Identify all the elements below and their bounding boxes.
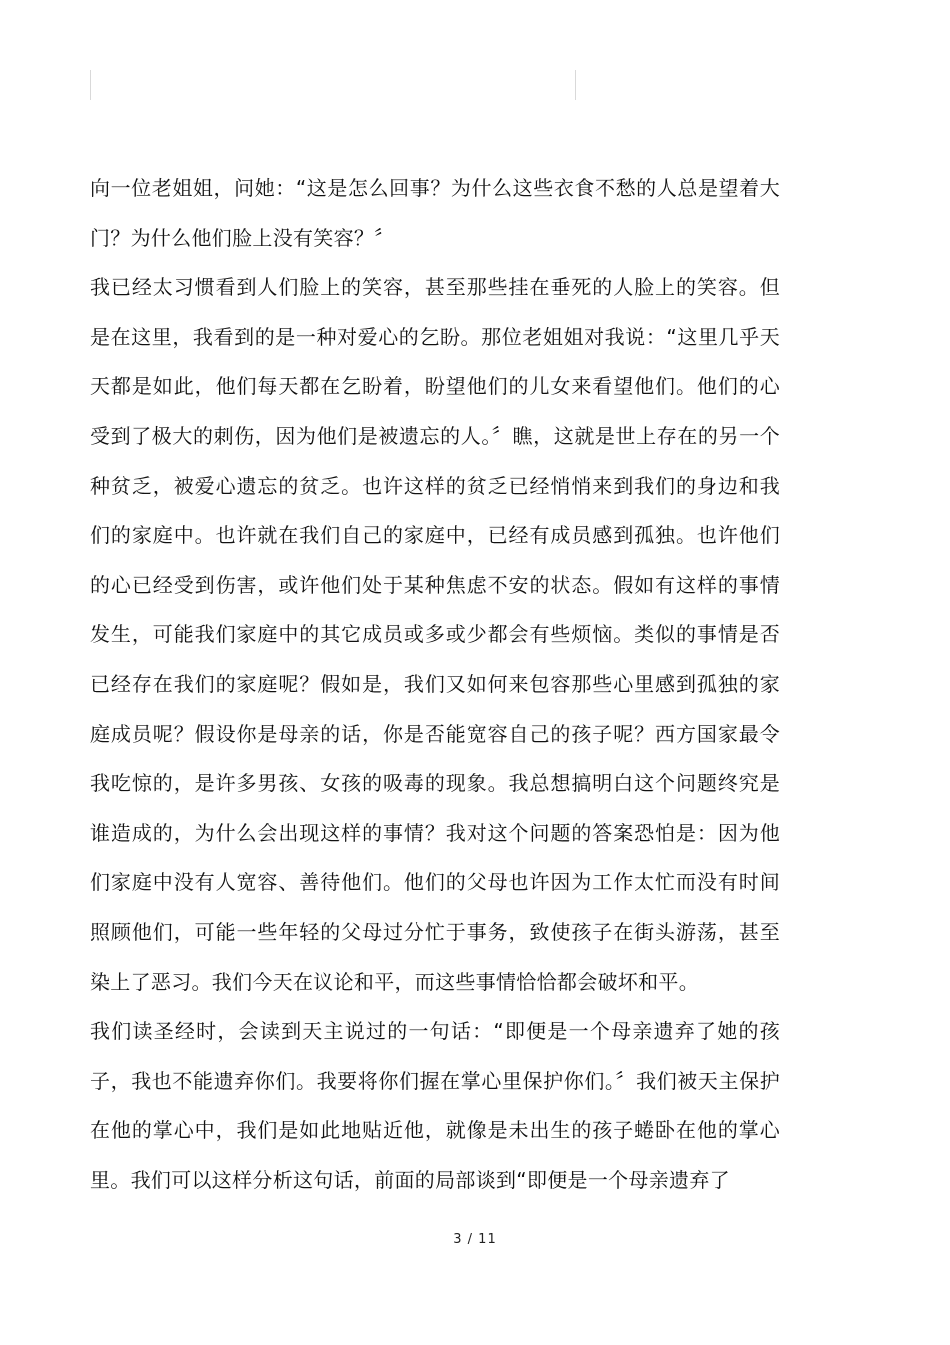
header-rule-right [575,70,576,100]
paragraph-1: 向一位老姐姐，问她：“这是怎么回事？为什么这些衣食不愁的人总是望着大门？为什么他们脸上没有笑容？〞 [90,176,780,250]
page-number: 3 / 11 [453,1232,497,1247]
header-rule-left [90,70,91,100]
paragraph-2: 我已经太习惯看到人们脸上的笑容，甚至那些挂在垂死的人脸上的笑容。但是在这里，我看到的是一种对爱心的乞盼。那位老姐姐对我说：“这里几乎天天都是如此，他们每天都在乞盼着，盼望他们的儿女来看望他们。他们的心受到了极大的刺伤，因为他们是被遗忘的人。〞瞧，这就是世上存在的另一个种贫乏，被爱心遗忘的贫乏。也许这样的贫乏已经悄悄来到我们的身边和我们的家庭中。也许就在我们自己的家庭中，已经有成员感到孤独。也许他们的心已经受到伤害，或许他们处于某种焦虑不安的状态。假如有这样的事情发生，可能我们家庭中的其它成员或多或少都会有些烦恼。类似的事情是否已经存在我们的家庭呢？假如是，我们又如何来包容那些心里感到孤独的家庭成员呢？假设你是母亲的话，你是否能宽容自己的孩子呢？西方国家最令我吃惊的，是许多男孩、女孩的吸毒的现象。我总想搞明白这个问题终究是谁造成的，为什么会出现这样的事情？我对这个问题的答案恐怕是：因为他们家庭中没有人宽容、善待他们。他们的父母也许因为工作太忙而没有时间照顾他们，可能一些年轻的父母过分忙于事务，致使孩子在街头游荡，甚至染上了恶习。我们今天在议论和平，而这些事情恰恰都会破坏和平。 [90,275,780,994]
paragraph-3: 我们读圣经时，会读到天主说过的一句话：“即便是一个母亲遗弃了她的孩子，我也不能遗弃你们。我要将你们握在掌心里保护你们。〞我们被天主保护在他的掌心中，我们是如此地贴近他，就像是未出生的孩子蜷卧在他的掌心里。我们可以这样分析这句话，前面的局部谈到“即便是一个母亲遗弃了 [90,1019,780,1192]
document-body [90,164,780,1205]
